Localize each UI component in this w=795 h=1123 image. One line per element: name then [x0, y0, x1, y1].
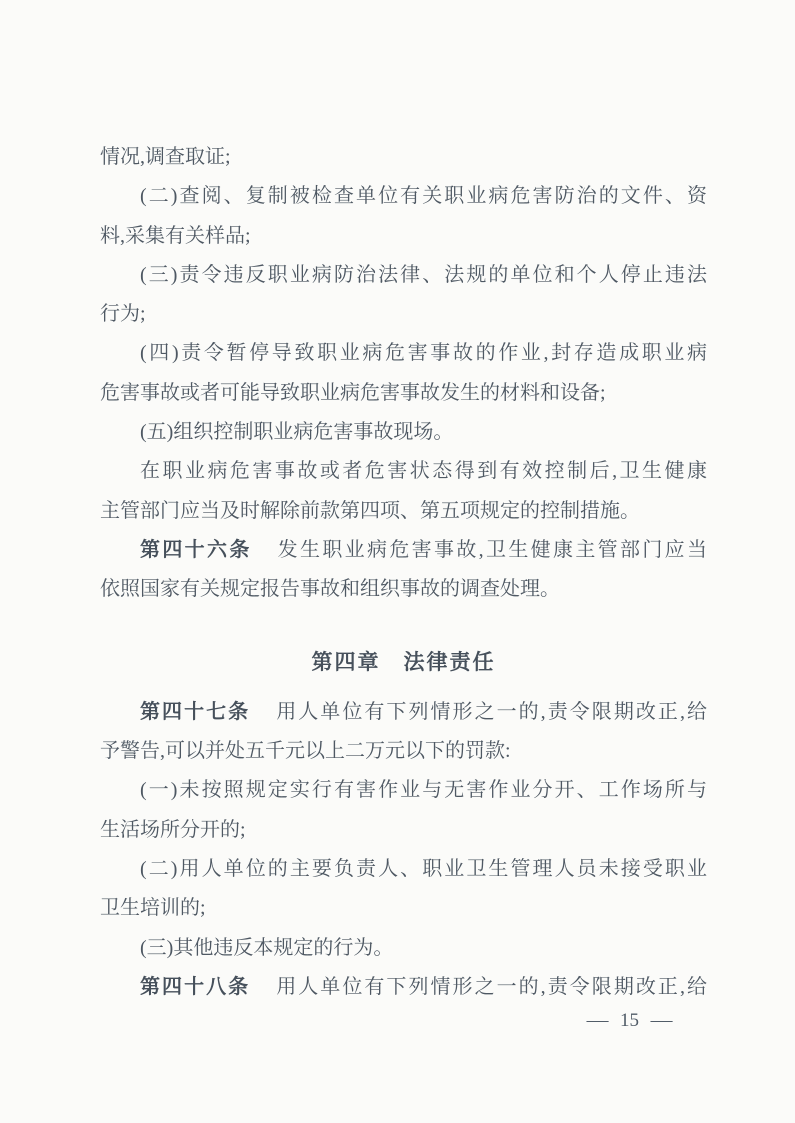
text-line: (五)组织控制职业病危害事故现场。 [140, 421, 454, 444]
article-line [100, 531, 707, 570]
text-line: 在职业病危害事故或者危害状态得到有效控制后,卫生健康 [140, 460, 707, 483]
page-number: 15 [620, 1010, 639, 1031]
footer-dash-left: — [586, 1010, 609, 1031]
article-text: 发生职业病危害事故,卫生健康主管部门应当 [277, 538, 708, 561]
text-line: 依照国家有关规定报告事故和组织事故的调查处理。 [100, 578, 560, 601]
document-content [100, 138, 707, 1007]
text-line: 卫生培训的; [100, 897, 206, 920]
text-line: 主管部门应当及时解除前款第四项、第五项规定的控制措施。 [100, 499, 640, 522]
text-line: (四)责令暂停导致职业病危害事故的作业,封存造成职业病 [140, 342, 707, 365]
text-line: 危害事故或者可能导致职业病危害事故发生的材料和设备; [100, 381, 606, 404]
text-line: 予警告,可以并处五千元以上二万元以下的罚款: [100, 740, 511, 763]
footer-dash-right: — [650, 1010, 673, 1031]
article-number: 第四十八条 [140, 975, 251, 998]
text-line: 行为; [100, 303, 146, 326]
text-line: 情况,调查取证; [100, 146, 231, 168]
text-line: 料,采集有关样品; [100, 224, 251, 247]
article-text: 用人单位有下列情形之一的,责令限期改正,给 [276, 700, 708, 723]
article-number: 第四十六条 [140, 538, 252, 561]
text-line: (二)查阅、复制被检查单位有关职业病危害防治的文件、资 [140, 185, 707, 208]
text-line: (二)用人单位的主要负责人、职业卫生管理人员未接受职业 [140, 858, 707, 881]
text-line: 生活场所分开的; [100, 818, 246, 841]
page-footer [588, 1006, 671, 1036]
text-line: (一)未按照规定实行有害作业与无害作业分开、工作场所与 [140, 779, 707, 802]
article-line [100, 693, 707, 732]
article-text: 用人单位有下列情形之一的,责令限期改正,给 [276, 975, 708, 998]
text-line: (三)责令违反职业病防治法律、法规的单位和个人停止违法 [140, 263, 707, 286]
article-line [100, 968, 707, 1007]
article-number: 第四十七条 [140, 700, 251, 723]
text-line: (三)其他违反本规定的行为。 [140, 936, 394, 959]
chapter-heading: 第四章 法律责任 [311, 650, 496, 674]
